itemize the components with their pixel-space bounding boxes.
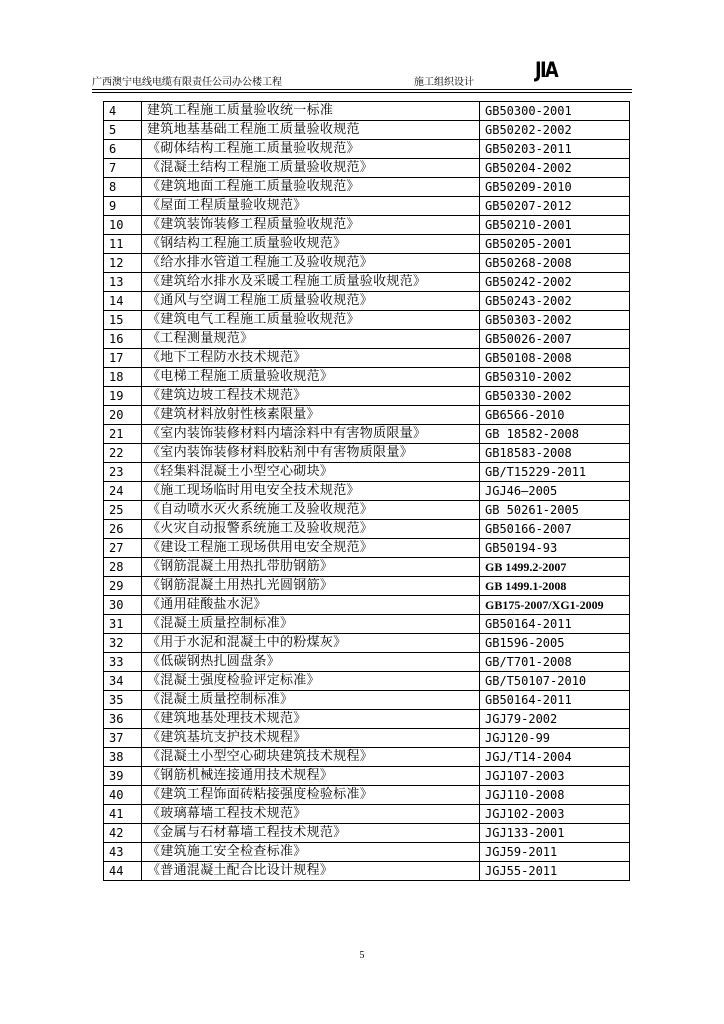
table-row [104,235,630,254]
table-row [104,710,630,729]
standard-name: 《砌体结构工程施工质量验收规范》 [142,140,480,159]
standard-code: GB50303-2002 [480,311,630,330]
standard-code: JGJ46—2005 [480,482,630,501]
standard-name: 《建筑工程饰面砖粘接强度检验标准》 [142,786,480,805]
row-number: 16 [104,330,142,349]
table-row [104,843,630,862]
standard-code: GB6566-2010 [480,406,630,425]
table-row [104,596,630,615]
table-row [104,463,630,482]
standard-code: JGJ79-2002 [480,710,630,729]
standard-code: GB/T50107-2010 [480,672,630,691]
standard-code: GB 50261-2005 [480,501,630,520]
standard-code: GB175-2007/XG1-2009 [480,596,630,615]
row-number: 33 [104,653,142,672]
table-row [104,786,630,805]
table-row [104,672,630,691]
table-row [104,805,630,824]
table-row [104,292,630,311]
table-row [104,748,630,767]
row-number: 39 [104,767,142,786]
standard-name: 《室内装饰装修材料胶粘剂中有害物质限量》 [142,444,480,463]
standard-name: 建筑地基基础工程施工质量验收规范 [142,121,480,140]
standards-table [103,101,630,881]
row-number: 18 [104,368,142,387]
row-number: 35 [104,691,142,710]
standard-code: GB50203-2011 [480,140,630,159]
row-number: 42 [104,824,142,843]
table-row [104,444,630,463]
standard-name: 《建筑地面工程施工质量验收规范》 [142,178,480,197]
standard-name: 《通用硅酸盐水泥》 [142,596,480,615]
row-number: 11 [104,235,142,254]
row-number: 19 [104,387,142,406]
row-number: 44 [104,862,142,881]
standards-table-body [104,102,630,881]
row-number: 34 [104,672,142,691]
standard-code: GB50207-2012 [480,197,630,216]
table-row [104,102,630,121]
standard-name: 《混凝土强度检验评定标准》 [142,672,480,691]
header-rule-bottom [92,92,632,93]
standard-code: GB 1499.2-2007 [480,558,630,577]
row-number: 40 [104,786,142,805]
row-number: 32 [104,634,142,653]
table-row [104,824,630,843]
standard-name: 《屋面工程质量验收规范》 [142,197,480,216]
table-row [104,349,630,368]
row-number: 17 [104,349,142,368]
table-row [104,558,630,577]
standard-code: GB50268-2008 [480,254,630,273]
standard-code: GB50310-2002 [480,368,630,387]
row-number: 12 [104,254,142,273]
standard-name: 《室内装饰装修材料内墙涂料中有害物质限量》 [142,425,480,444]
table-row [104,767,630,786]
table-row [104,140,630,159]
standard-code: GB/T701-2008 [480,653,630,672]
standard-code: JGJ133-2001 [480,824,630,843]
standard-code: JGJ102-2003 [480,805,630,824]
table-row [104,862,630,881]
standard-name: 《通风与空调工程施工质量验收规范》 [142,292,480,311]
row-number: 27 [104,539,142,558]
standard-name: 《混凝土质量控制标准》 [142,615,480,634]
standard-code: GB/T15229-2011 [480,463,630,482]
standard-code: GB50330-2002 [480,387,630,406]
standard-name: 《混凝土结构工程施工质量验收规范》 [142,159,480,178]
standard-name: 《金属与石材幕墙工程技术规范》 [142,824,480,843]
row-number: 36 [104,710,142,729]
page-number: 5 [359,950,365,961]
standard-code: GB50204-2002 [480,159,630,178]
standard-name: 《火灾自动报警系统施工及验收规范》 [142,520,480,539]
row-number: 21 [104,425,142,444]
table-row [104,691,630,710]
standard-name: 《钢结构工程施工质量验收规范》 [142,235,480,254]
standard-code: GB50026-2007 [480,330,630,349]
standard-code: GB50164-2011 [480,691,630,710]
standard-code: GB18583-2008 [480,444,630,463]
standard-name: 建筑工程施工质量验收统一标准 [142,102,480,121]
standard-name: 《建筑边坡工程技术规范》 [142,387,480,406]
standard-name: 《混凝土小型空心砌块建筑技术规程》 [142,748,480,767]
row-number: 37 [104,729,142,748]
standard-name: 《普通混凝土配合比设计规程》 [142,862,480,881]
standard-name: 《地下工程防水技术规范》 [142,349,480,368]
row-number: 10 [104,216,142,235]
standard-name: 《混凝土质量控制标准》 [142,691,480,710]
row-number: 8 [104,178,142,197]
table-row [104,273,630,292]
standard-code: GB 18582-2008 [480,425,630,444]
row-number: 9 [104,197,142,216]
row-number: 30 [104,596,142,615]
company-logo: JIA [535,58,558,82]
row-number: 31 [104,615,142,634]
standard-name: 《建筑电气工程施工质量验收规范》 [142,311,480,330]
standard-name: 《建筑施工安全检查标准》 [142,843,480,862]
table-row [104,311,630,330]
standard-code: GB50164-2011 [480,615,630,634]
table-row [104,425,630,444]
standard-code: GB50209-2010 [480,178,630,197]
row-number: 24 [104,482,142,501]
row-number: 29 [104,577,142,596]
standard-name: 《玻璃幕墙工程技术规范》 [142,805,480,824]
standard-code: GB50108-2008 [480,349,630,368]
row-number: 23 [104,463,142,482]
standard-name: 《钢筋混凝土用热扎带肋钢筋》 [142,558,480,577]
row-number: 43 [104,843,142,862]
standard-code: GB50210-2001 [480,216,630,235]
standard-name: 《建设工程施工现场供用电安全规范》 [142,539,480,558]
table-row [104,634,630,653]
row-number: 38 [104,748,142,767]
header-doc-title: 施工组织设计 [414,77,474,88]
standard-name: 《轻集料混凝土小型空心砌块》 [142,463,480,482]
row-number: 5 [104,121,142,140]
standard-name: 《工程测量规范》 [142,330,480,349]
row-number: 20 [104,406,142,425]
table-row [104,216,630,235]
standard-code: GB50242-2002 [480,273,630,292]
standard-code: GB50243-2002 [480,292,630,311]
row-number: 7 [104,159,142,178]
row-number: 28 [104,558,142,577]
table-row [104,159,630,178]
table-row [104,368,630,387]
standard-name: 《用于水泥和混凝土中的粉煤灰》 [142,634,480,653]
standard-name: 《建筑装饰装修工程质量验收规范》 [142,216,480,235]
standard-code: JGJ107-2003 [480,767,630,786]
standard-name: 《自动喷水灭火系统施工及验收规范》 [142,501,480,520]
table-row [104,387,630,406]
header-company: 广西澳宁电线电缆有限责任公司办公楼工程 [92,77,282,88]
table-row [104,577,630,596]
standard-name: 《钢筋机械连接通用技术规程》 [142,767,480,786]
standard-code: GB 1499.1-2008 [480,577,630,596]
row-number: 6 [104,140,142,159]
row-number: 15 [104,311,142,330]
table-row [104,539,630,558]
standard-name: 《低碳钢热扎圆盘条》 [142,653,480,672]
standard-code: JGJ/T14-2004 [480,748,630,767]
row-number: 25 [104,501,142,520]
standard-code: GB50300-2001 [480,102,630,121]
standard-code: GB50194-93 [480,539,630,558]
standard-name: 《建筑基坑支护技术规程》 [142,729,480,748]
standard-code: JGJ55-2011 [480,862,630,881]
header-rule-top [92,89,632,90]
table-row [104,501,630,520]
table-row [104,178,630,197]
standard-name: 《钢筋混凝土用热扎光圆钢筋》 [142,577,480,596]
table-row [104,653,630,672]
table-row [104,729,630,748]
table-row [104,615,630,634]
standard-code: JGJ120-99 [480,729,630,748]
standard-code: GB50202-2002 [480,121,630,140]
table-row [104,330,630,349]
standard-code: GB1596-2005 [480,634,630,653]
row-number: 41 [104,805,142,824]
row-number: 26 [104,520,142,539]
table-row [104,482,630,501]
row-number: 13 [104,273,142,292]
row-number: 14 [104,292,142,311]
table-row [104,520,630,539]
table-row [104,406,630,425]
standard-code: JGJ59-2011 [480,843,630,862]
standard-name: 《建筑给水排水及采暖工程施工质量验收规范》 [142,273,480,292]
row-number: 4 [104,102,142,121]
standard-name: 《施工现场临时用电安全技术规范》 [142,482,480,501]
table-row [104,197,630,216]
table-row [104,254,630,273]
standard-name: 《建筑地基处理技术规范》 [142,710,480,729]
standard-code: GB50205-2001 [480,235,630,254]
standard-code: GB50166-2007 [480,520,630,539]
standard-name: 《给水排水管道工程施工及验收规范》 [142,254,480,273]
table-row [104,121,630,140]
row-number: 22 [104,444,142,463]
standard-name: 《建筑材料放射性核素限量》 [142,406,480,425]
standard-code: JGJ110-2008 [480,786,630,805]
standard-name: 《电梯工程施工质量验收规范》 [142,368,480,387]
